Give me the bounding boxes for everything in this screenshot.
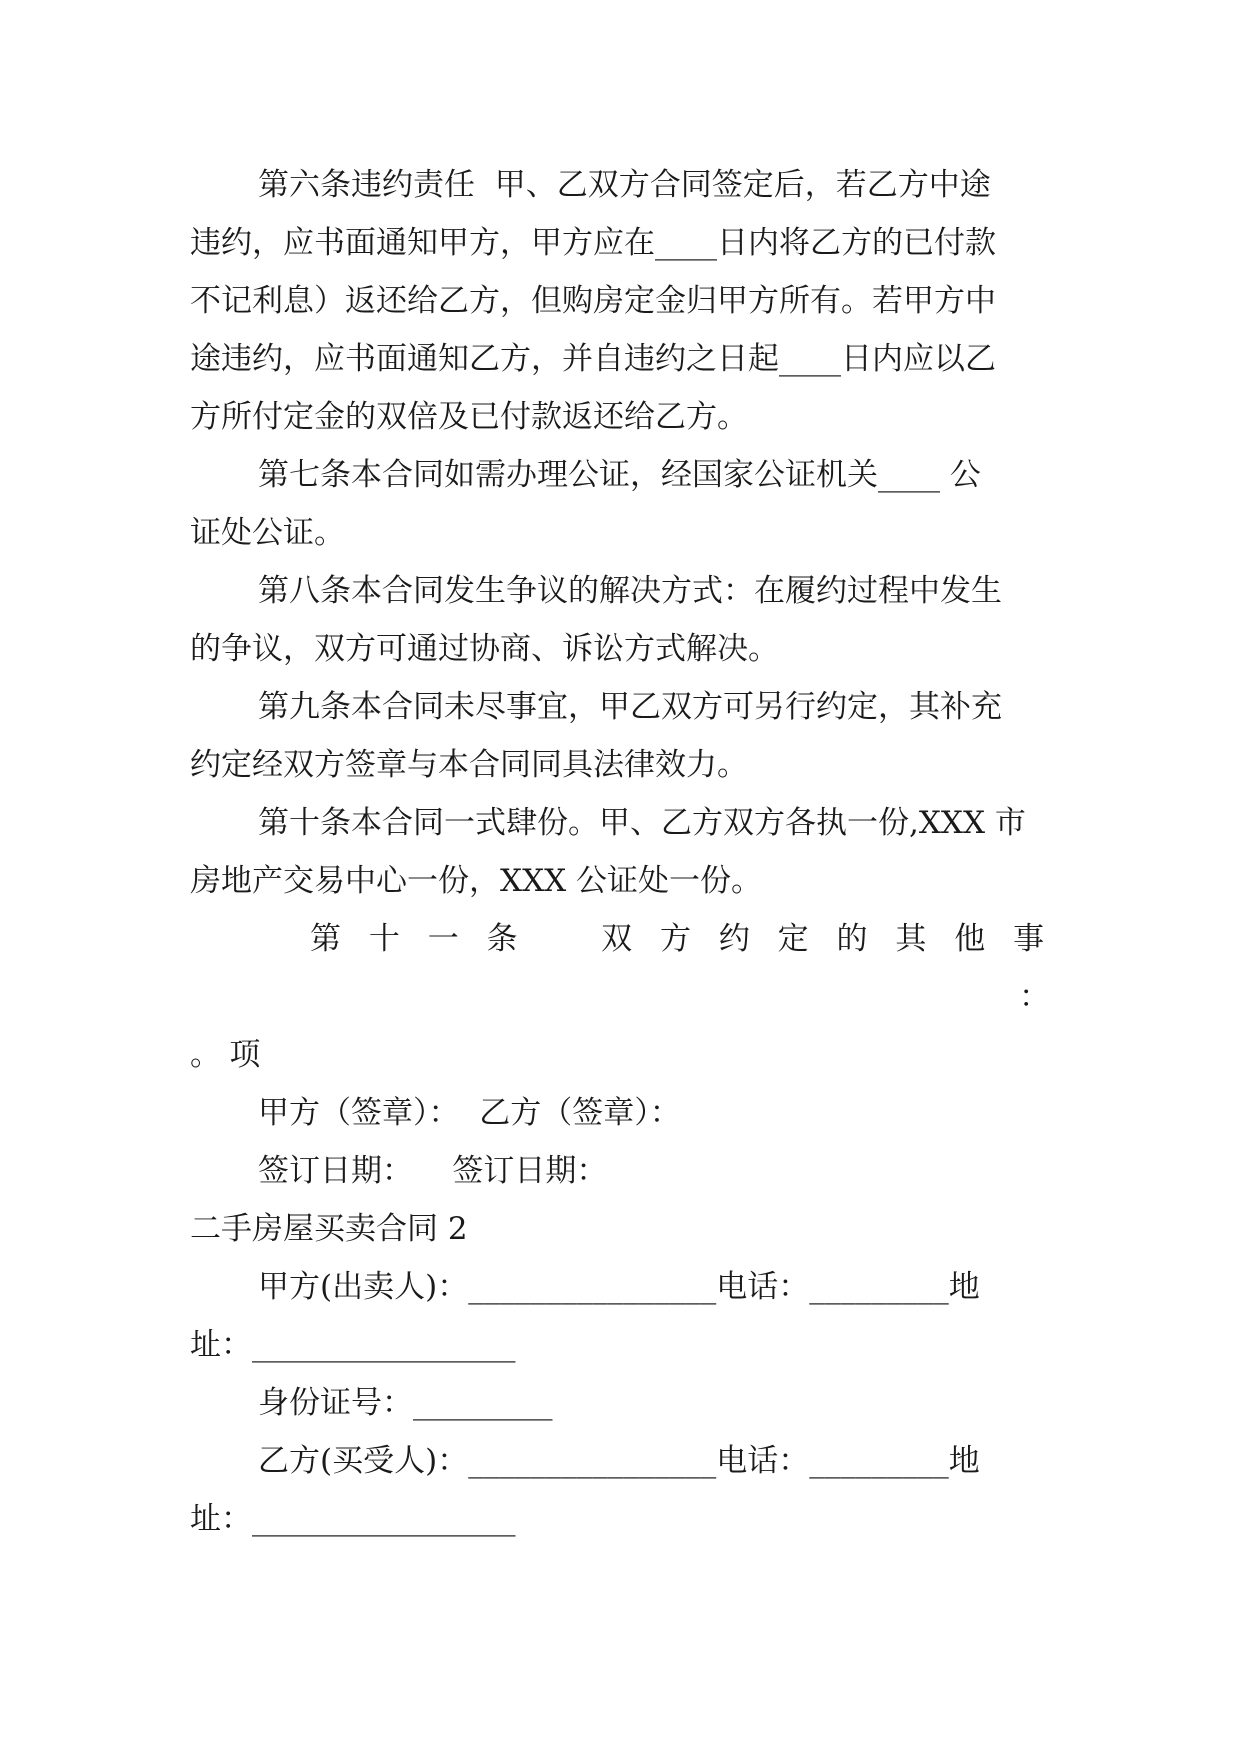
article-11-line-2-left: 项 xyxy=(229,1037,261,1073)
article-7-line-1: 第七条本合同如需办理公证，经国家公证机关____ 公 xyxy=(258,457,981,493)
signature-parties: 甲方（签章）： 乙方（签章）： xyxy=(258,1095,681,1131)
article-6-line-3: 不记利息）返还给乙方，但购房定金归甲方所有。若甲方中 xyxy=(190,283,996,319)
article-6-line-5: 方所付定金的双倍及已付款返还给乙方。 xyxy=(190,399,748,435)
seller-id-number: 身份证号：_________ xyxy=(258,1385,553,1421)
article-7-line-2: 证处公证。 xyxy=(190,515,345,551)
article-8-line-2: 的争议，双方可通过协商、诉讼方式解决。 xyxy=(190,631,779,667)
article-6-line-1: 第六条违约责任 甲、乙双方合同签定后，若乙方中途 xyxy=(258,167,991,203)
contract-2-title: 二手房屋买卖合同 2 xyxy=(190,1211,468,1247)
article-9-line-2: 约定经双方签章与本合同同具法律效力。 xyxy=(190,747,748,783)
article-8-line-1: 第八条本合同发生争议的解决方式：在履约过程中发生 xyxy=(258,573,1002,609)
article-6-line-4: 途违约，应书面通知乙方，并自违约之日起____日内应以乙 xyxy=(190,341,996,377)
seller-address: 址：_________________ xyxy=(190,1327,516,1363)
buyer-address: 址：_________________ xyxy=(190,1501,516,1537)
article-10-line-1: 第十条本合同一式肆份。甲、乙方双方各执一份,XXX 市 xyxy=(258,805,1026,841)
buyer-line: 乙方(买受人)：________________电话：_________地 xyxy=(258,1443,980,1479)
article-10-line-2: 房地产交易中心一份，XXX 公证处一份。 xyxy=(190,863,763,899)
seller-line: 甲方(出卖人)：________________电话：_________地 xyxy=(258,1269,980,1305)
article-11-line-1: 第 十 一 条 双 方 约 定 的 其 他 事 xyxy=(310,921,1045,957)
article-6-line-2: 违约，应书面通知甲方，甲方应在____日内将乙方的已付款 xyxy=(190,225,996,261)
article-9-line-1: 第九条本合同未尽事宜，甲乙双方可另行约定，其补充 xyxy=(258,689,1002,725)
article-11-line-2-right: ： xyxy=(1019,979,1050,1015)
signature-dates: 签订日期： 签订日期： xyxy=(258,1153,608,1189)
article-11-line-2 xyxy=(190,968,1050,1073)
article-11-line-3: 。 xyxy=(190,1037,221,1073)
